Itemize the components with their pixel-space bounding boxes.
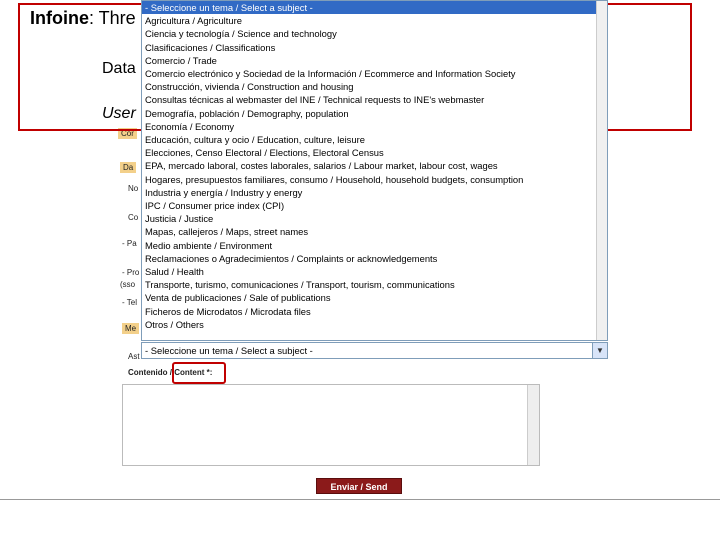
subject-option[interactable]: - Seleccione un tema / Select a subject - <box>142 1 607 14</box>
subject-option[interactable]: Otros / Others <box>145 318 204 330</box>
form-field-label: (sso <box>120 280 136 289</box>
subject-option[interactable]: Economía / Economy <box>145 120 235 132</box>
subject-option[interactable]: Construcción, vivienda / Construction and housing <box>145 81 354 93</box>
send-button[interactable]: Enviar / Send <box>316 478 402 494</box>
subject-select[interactable] <box>141 342 608 359</box>
subject-option[interactable]: Ciencia y tecnología / Science and technology <box>145 28 337 40</box>
form-field-label: - Pro <box>122 268 140 277</box>
chevron-down-icon[interactable]: ▼ <box>592 343 607 358</box>
subject-option[interactable]: IPC / Consumer price index (CPI) <box>145 200 285 212</box>
content-highlight <box>172 362 226 384</box>
subject-option[interactable]: Comercio electrónico y Sociedad de la Información / Ecommerce and Information Society <box>145 68 516 80</box>
form-section-tag: Cor <box>118 128 137 139</box>
subject-option[interactable]: Medio ambiente / Environment <box>145 239 273 251</box>
subject-options <box>142 1 607 331</box>
slide-title-bold: Infoine <box>30 8 89 28</box>
form-field-label: - Pa <box>122 239 137 248</box>
subject-option[interactable]: Reclamaciones o Agradecimientos / Complaints or acknowledgements <box>145 252 438 264</box>
subject-option[interactable]: Comercio / Trade <box>145 54 217 66</box>
bullet-data: Data <box>102 60 136 77</box>
subject-option[interactable]: Demografía, población / Demography, population <box>145 107 349 119</box>
form-section-tag: Me <box>122 323 139 334</box>
subject-option[interactable]: Salud / Health <box>145 266 204 278</box>
subject-option[interactable]: Hogares, presupuestos familiares, consumo / Household, household budgets, consumption <box>145 173 524 185</box>
subject-option[interactable]: Educación, cultura y ocio / Education, culture, leisure <box>145 134 365 146</box>
subject-option[interactable]: Agricultura / Agriculture <box>145 15 242 27</box>
content-textarea[interactable] <box>122 384 540 466</box>
subject-select-value: - Seleccione un tema / Select a subject - <box>145 345 313 356</box>
slide-title-rest: : Thre <box>89 8 136 28</box>
form-field-label: - Tel <box>122 298 137 307</box>
bullet-user: User <box>102 105 136 122</box>
subject-option[interactable]: Justicia / Justice <box>145 213 214 225</box>
subject-dropdown-list[interactable] <box>141 0 608 341</box>
dropdown-scrollbar[interactable] <box>596 1 607 340</box>
subject-option[interactable]: Venta de publicaciones / Sale of publications <box>145 292 331 304</box>
content-label: Contenido / Content *: <box>128 368 213 377</box>
subject-option[interactable]: Transporte, turismo, comunicaciones / Transport, tourism, communications <box>145 279 455 291</box>
subject-option[interactable]: Elecciones, Censo Electoral / Elections, Electoral Census <box>145 147 384 159</box>
subject-option[interactable]: Mapas, callejeros / Maps, street names <box>145 226 309 238</box>
form-field-label: Co <box>128 213 139 222</box>
subject-option[interactable]: EPA, mercado laboral, costes laborales, salarios / Labour market, labour cost, wages <box>145 160 498 172</box>
textarea-scrollbar[interactable] <box>527 385 539 465</box>
subject-option[interactable]: Clasificaciones / Classifications <box>145 41 276 53</box>
subject-option[interactable]: Ficheros de Microdatos / Microdata files <box>145 305 311 317</box>
form-field-label: No <box>128 184 139 193</box>
subject-option[interactable]: Consultas técnicas al webmaster del INE / Technical requests to INE's webmaster <box>145 94 485 106</box>
footer-divider <box>0 499 720 500</box>
subject-option[interactable]: Industria y energía / Industry y energy <box>145 186 303 198</box>
form-section-tag: Da <box>120 162 136 173</box>
form-field-label: Ast <box>128 352 140 361</box>
